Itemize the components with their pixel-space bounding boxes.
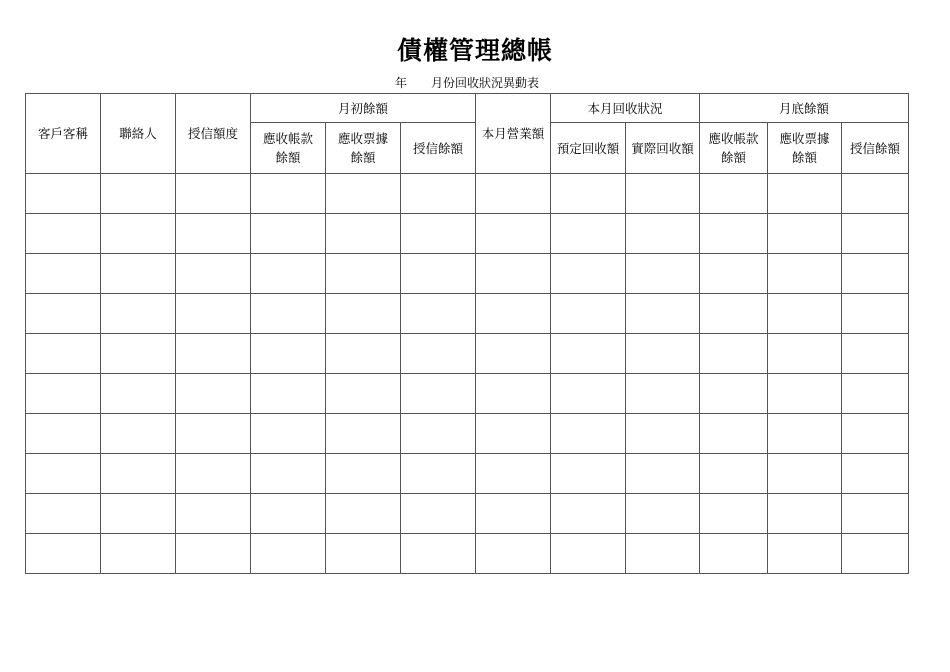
table-cell	[626, 494, 700, 534]
table-row	[26, 534, 909, 574]
table-cell	[176, 254, 251, 294]
table-cell	[842, 454, 909, 494]
table-cell	[26, 414, 101, 454]
table-cell	[401, 494, 476, 534]
table-cell	[700, 374, 768, 414]
table-cell	[326, 414, 401, 454]
table-cell	[842, 254, 909, 294]
document-subtitle	[395, 74, 539, 92]
table-cell	[842, 294, 909, 334]
header-customer: 客戶客稱	[26, 94, 101, 174]
table-cell	[476, 214, 551, 254]
table-cell	[101, 214, 176, 254]
table-cell	[626, 374, 700, 414]
table-cell	[768, 254, 842, 294]
table-cell	[26, 294, 101, 334]
table-cell	[101, 254, 176, 294]
header-opening-receivable-line1: 應收帳款	[262, 131, 313, 146]
table-cell	[551, 254, 626, 294]
table-row	[26, 174, 909, 214]
table-row	[26, 214, 909, 254]
table-cell	[626, 294, 700, 334]
header-closing-notes	[768, 123, 842, 174]
table-cell	[626, 214, 700, 254]
table-cell	[700, 454, 768, 494]
table-cell	[626, 254, 700, 294]
table-cell	[476, 294, 551, 334]
table-cell	[551, 374, 626, 414]
table-cell	[101, 534, 176, 574]
table-row	[26, 494, 909, 534]
header-actual-collection: 實際回收額	[626, 123, 700, 174]
table-cell	[700, 494, 768, 534]
header-monthly-sales: 本月營業額	[476, 94, 551, 174]
table-cell	[176, 334, 251, 374]
table-cell	[842, 494, 909, 534]
table-cell	[176, 214, 251, 254]
table-cell	[842, 534, 909, 574]
table-cell	[401, 174, 476, 214]
table-cell	[401, 414, 476, 454]
header-group-opening: 月初餘額	[251, 94, 476, 123]
header-group-collection: 本月回收狀況	[551, 94, 700, 123]
table-cell	[326, 494, 401, 534]
table-cell	[251, 214, 326, 254]
table-cell	[551, 414, 626, 454]
table-cell	[768, 414, 842, 454]
table-cell	[251, 294, 326, 334]
header-opening-receivable-line2: 餘額	[275, 150, 301, 165]
table-cell	[326, 454, 401, 494]
table-cell	[101, 414, 176, 454]
header-opening-credit-balance: 授信餘額	[401, 123, 476, 174]
table-cell	[842, 174, 909, 214]
table-cell	[551, 454, 626, 494]
table-row	[26, 414, 909, 454]
table-cell	[768, 214, 842, 254]
table-cell	[326, 214, 401, 254]
table-cell	[842, 414, 909, 454]
table-cell	[401, 534, 476, 574]
header-planned-collection: 預定回收額	[551, 123, 626, 174]
table-cell	[626, 534, 700, 574]
table-cell	[176, 174, 251, 214]
header-opening-notes	[326, 123, 401, 174]
header-group-closing: 月底餘額	[700, 94, 909, 123]
table-cell	[101, 494, 176, 534]
table-cell	[551, 214, 626, 254]
table-cell	[476, 374, 551, 414]
table-cell	[251, 374, 326, 414]
header-opening-notes-line1: 應收票據	[337, 131, 388, 146]
table-cell	[700, 414, 768, 454]
table-cell	[26, 254, 101, 294]
table-cell	[626, 174, 700, 214]
header-closing-receivable-line1: 應收帳款	[708, 131, 759, 146]
table-cell	[26, 454, 101, 494]
table-cell	[551, 334, 626, 374]
table-cell	[176, 374, 251, 414]
table-cell	[626, 334, 700, 374]
table-cell	[176, 454, 251, 494]
table-cell	[476, 494, 551, 534]
table-cell	[401, 374, 476, 414]
table-cell	[326, 174, 401, 214]
document-title: 債權管理總帳	[396, 36, 553, 65]
table-cell	[768, 374, 842, 414]
table-cell	[700, 174, 768, 214]
table-row	[26, 254, 909, 294]
ledger-table	[25, 93, 909, 574]
table-cell	[768, 534, 842, 574]
table-cell	[176, 294, 251, 334]
subtitle-year: 年	[395, 76, 408, 90]
header-closing-notes-line1: 應收票據	[779, 131, 830, 146]
table-cell	[101, 334, 176, 374]
table-cell	[700, 254, 768, 294]
header-opening-receivable	[251, 123, 326, 174]
table-cell	[768, 334, 842, 374]
header-opening-notes-line2: 餘額	[350, 150, 376, 165]
ledger-body	[26, 174, 909, 574]
subtitle-rest: 月份回收狀況異動表	[431, 76, 540, 90]
table-cell	[476, 254, 551, 294]
table-cell	[768, 454, 842, 494]
table-cell	[401, 254, 476, 294]
table-cell	[251, 334, 326, 374]
table-cell	[700, 294, 768, 334]
table-cell	[700, 534, 768, 574]
table-cell	[551, 294, 626, 334]
table-cell	[842, 214, 909, 254]
table-cell	[551, 494, 626, 534]
table-cell	[842, 374, 909, 414]
table-cell	[326, 334, 401, 374]
header-closing-receivable-line2: 餘額	[721, 150, 747, 165]
header-contact: 聯絡人	[101, 94, 176, 174]
table-cell	[768, 174, 842, 214]
table-cell	[101, 374, 176, 414]
table-row	[26, 294, 909, 334]
table-cell	[26, 214, 101, 254]
table-cell	[700, 214, 768, 254]
table-cell	[476, 454, 551, 494]
table-cell	[26, 174, 101, 214]
table-cell	[476, 174, 551, 214]
table-row	[26, 334, 909, 374]
table-cell	[476, 414, 551, 454]
table-cell	[26, 494, 101, 534]
table-cell	[476, 534, 551, 574]
table-cell	[251, 254, 326, 294]
table-cell	[326, 254, 401, 294]
table-row	[26, 374, 909, 414]
table-cell	[476, 334, 551, 374]
table-cell	[251, 494, 326, 534]
header-closing-credit-balance: 授信餘額	[842, 123, 909, 174]
table-cell	[176, 494, 251, 534]
header-closing-receivable	[700, 123, 768, 174]
header-credit-limit: 授信額度	[176, 94, 251, 174]
header-row-1	[26, 94, 909, 123]
table-cell	[551, 534, 626, 574]
table-cell	[26, 534, 101, 574]
table-cell	[251, 534, 326, 574]
table-cell	[176, 534, 251, 574]
table-cell	[768, 294, 842, 334]
table-cell	[326, 294, 401, 334]
table-cell	[626, 414, 700, 454]
table-cell	[176, 414, 251, 454]
table-cell	[700, 334, 768, 374]
table-cell	[251, 454, 326, 494]
table-cell	[401, 454, 476, 494]
table-cell	[768, 494, 842, 534]
table-cell	[401, 334, 476, 374]
table-cell	[326, 374, 401, 414]
table-cell	[101, 174, 176, 214]
table-cell	[101, 454, 176, 494]
table-cell	[326, 534, 401, 574]
table-cell	[551, 174, 626, 214]
table-cell	[401, 294, 476, 334]
table-cell	[26, 334, 101, 374]
table-cell	[251, 174, 326, 214]
table-cell	[26, 374, 101, 414]
table-row	[26, 454, 909, 494]
table-cell	[842, 334, 909, 374]
header-closing-notes-line2: 餘額	[792, 150, 818, 165]
table-cell	[626, 454, 700, 494]
table-cell	[401, 214, 476, 254]
table-cell	[251, 414, 326, 454]
table-cell	[101, 294, 176, 334]
